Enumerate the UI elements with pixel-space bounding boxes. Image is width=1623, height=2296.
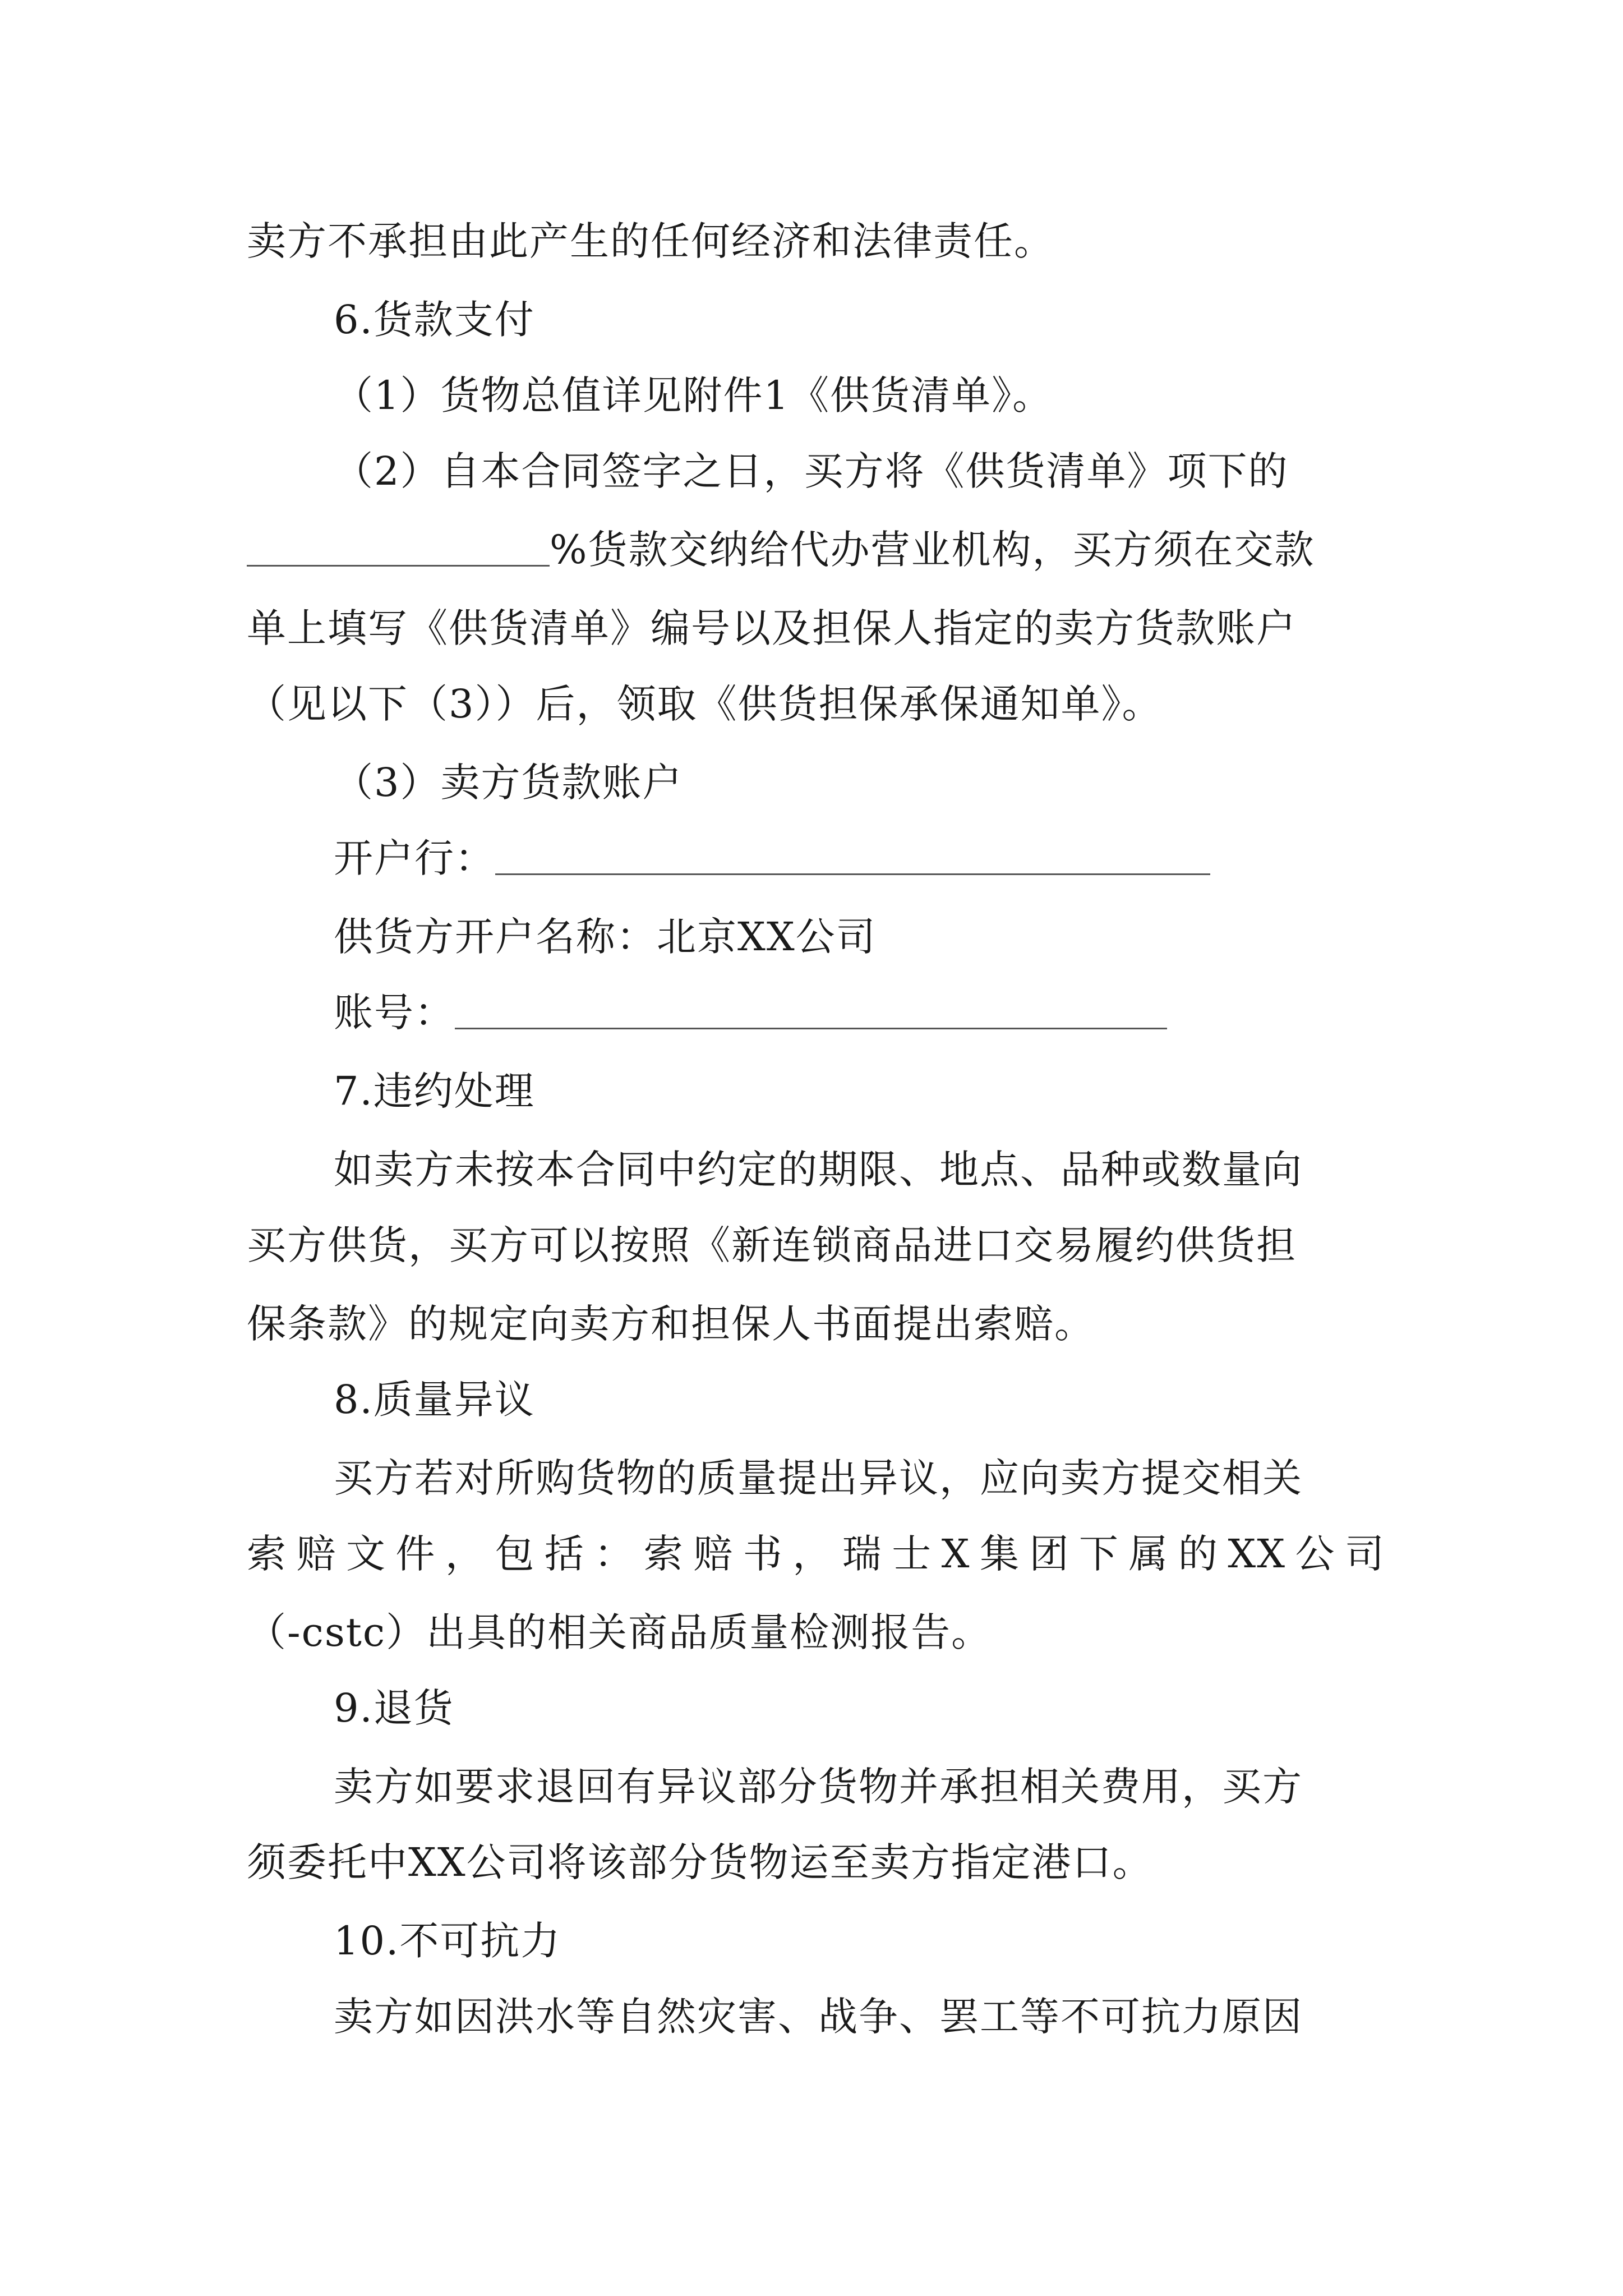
paragraph-line [0,1282,1623,1366]
text: 6.货款支付 [334,297,535,343]
text: 买方供货，买方可以按照《新连锁商品进口交易履约供货担 [247,1222,1297,1268]
text: 卖方如因洪水等自然灾害、战争、罢工等不可抗力原因 [334,1994,1303,2040]
percent-line [247,508,1315,592]
bank-field [0,816,1623,900]
account-number-field [0,970,1623,1055]
text: %货款交纳给代办营业机构，买方须在交款 [550,527,1315,573]
account-blank [455,988,1167,1029]
text: 买方若对所购货物的质量提出异议，应向卖方提交相关 [334,1455,1303,1501]
percentage-blank [247,526,550,567]
account-label: 账号： [334,990,455,1036]
paragraph-line [0,586,1623,670]
section-heading [0,1666,1623,1750]
text: 9.退货 [334,1685,454,1731]
section-heading [0,1899,1623,1983]
paragraph-line [0,1975,1623,2059]
paragraph-line: 索赔文件，包括：索赔书，瑞士X集团下属的XX公司 [247,1531,1385,1577]
text: 保条款》的规定向卖方和担保人书面提出索赔。 [247,1301,1095,1347]
account-name-field [0,895,1623,979]
bank-field-row [334,816,1210,900]
bank-blank [495,834,1210,875]
text: 卖方不承担由此产生的任何经济和法律责任。 [247,218,1054,264]
paragraph-line [0,662,1623,746]
text: （3）卖方货款账户 [334,760,683,806]
section-heading [0,1049,1623,1133]
text: 10.不可抗力 [334,1918,561,1964]
text: 供货方开户名称：北京XX公司 [334,914,877,960]
text: 如卖方未按本合同中约定的期限、地点、品种或数量向 [334,1147,1303,1193]
paragraph-line [0,1203,1623,1287]
paragraph-line [0,1590,1623,1674]
paragraph-line [0,1128,1623,1212]
section-heading [0,278,1623,362]
text: 单上填写《供货清单》编号以及担保人指定的卖方货款账户 [247,605,1297,651]
text: （见以下（3））后，领取《供货担保承保通知单》。 [247,681,1163,727]
section-heading [0,1358,1623,1442]
text: （2）自本合同签字之日，买方将《供货清单》项下的 [334,448,1289,494]
bank-label: 开户行： [334,835,495,881]
text: 8.质量异议 [334,1377,535,1423]
text: （1）货物总值详见附件1《供货清单》。 [334,372,1053,418]
paragraph-line [0,1436,1623,1520]
paragraph-line [0,1745,1623,1829]
text: 须委托中XX公司将该部分货物运至卖方指定港口。 [247,1839,1153,1885]
paragraph-line [0,508,1623,592]
text: 7.违约处理 [334,1068,535,1114]
paragraph-line [0,429,1623,513]
text: （-cstc）出具的相关商品质量检测报告。 [247,1609,992,1655]
paragraph-line [0,353,1623,438]
paragraph-line [0,740,1623,825]
text: 卖方如要求退回有异议部分货物并承担相关费用，买方 [334,1764,1303,1810]
account-field-row [334,970,1167,1055]
paragraph-line [0,1820,1623,1904]
paragraph-line [0,199,1623,283]
